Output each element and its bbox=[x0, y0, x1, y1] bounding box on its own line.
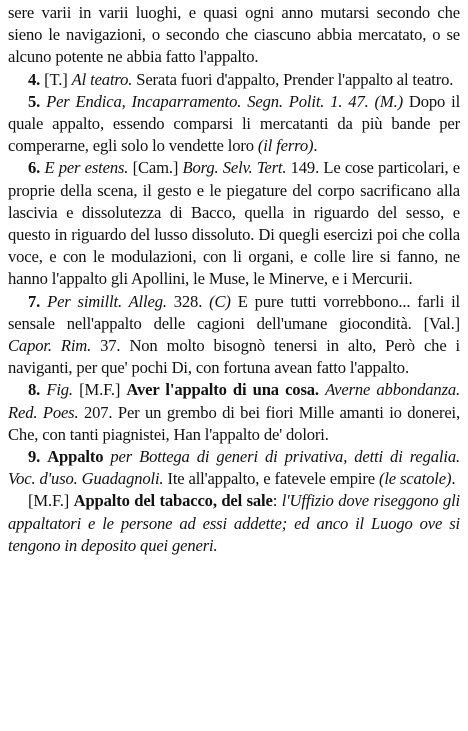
entry-7-tag: [Val.] bbox=[423, 313, 461, 333]
entry-6-term: E per estens. bbox=[44, 158, 129, 178]
entry-9-definition: per Bottega di generi di privativa, detti di regalia. Voc. d'uso. Guadagnoli. bbox=[8, 447, 460, 489]
entry-9-headword: Appalto bbox=[47, 447, 104, 467]
entry-4-term: Al teatro. bbox=[71, 69, 133, 89]
entry-5-term: Per Endica, Incaparramento. Segn. Polit. 1. 47. bbox=[46, 91, 369, 111]
entry-8-phrase: Aver l'appalto di una cosa. bbox=[126, 380, 319, 400]
entry-8-text: 207. Per un grembo di bei fiori Mille amanti io donerei, Che, con tanti piagnistei, Han l'appalto de' dolori. bbox=[8, 402, 460, 444]
entry-9-number: 9. bbox=[28, 447, 41, 467]
entry-6-source: Borg. Selv. Tert. bbox=[182, 158, 287, 178]
entry-6-tag: [Cam.] bbox=[132, 158, 179, 178]
entry-10-colon: : bbox=[272, 491, 278, 511]
entry-5-end: . bbox=[313, 136, 318, 156]
entry-9-end: . bbox=[451, 469, 456, 489]
entry-10-definition: l'Uffizio dove riseggono gli appaltatori e le persone ad essi addette; ed anco il Luogo ove si tengono in deposito quei generi. bbox=[8, 491, 461, 555]
entry-8-source: Red. Poes. bbox=[8, 402, 79, 422]
entry-5-source: (M.) bbox=[374, 91, 403, 111]
entry-9-text: Ite all'appalto, e fatevele empire bbox=[167, 469, 375, 489]
entry-6-page: 149. bbox=[290, 158, 320, 178]
entry-9 bbox=[8, 446, 460, 490]
entry-7-page-2: 37. bbox=[100, 336, 121, 356]
entry-6 bbox=[8, 157, 460, 290]
entry-6-text: Le cose particolari, e proprie della scena, il gesto e le piegature del corpo sacrificano alla lascivia e dissolutezza di Bacco, quella in riguardo del sesso, e questo in riguardo del lusso dissoluto. Di quegli esercizi poi che colla voce, e con le modulazioni, con li organi, e colle lire si fanno, ne hanno l'appalto gli Apollini, le Muse, le Minerve, e i Mercurii. bbox=[8, 158, 461, 289]
entry-5-number: 5. bbox=[28, 91, 41, 111]
entry-7-page: 328. bbox=[173, 291, 203, 311]
entry-9-gloss: (le scatole) bbox=[378, 469, 452, 489]
entry-7-text: E pure tutti vorrebbono... farli il sensale nell'appalto delle cagioni dell'umane giocondità. bbox=[8, 291, 460, 333]
entry-5-text: Dopo il quale appalto, essendo comparsi li mercatanti da più bande per comperarne, egli solo lo vendette loro bbox=[8, 91, 461, 156]
entry-7-text-2: Non molto bisognò tenersi in alto, Però che i naviganti, per que' pochi Di, con fortuna avean fatto l'appalto. bbox=[8, 336, 461, 378]
entry-7 bbox=[8, 291, 460, 380]
entry-7-source: (C) bbox=[209, 291, 231, 311]
entry-8-term: Fig. bbox=[46, 380, 73, 400]
entry-intro-text: sere varii in varii luoghi, e quasi ogni anno mutarsi secondo che sieno le navigazioni, o secondo che ciascuno abbia mercatato, o se alcuno potente ne abbia fatto l'appalto. bbox=[8, 3, 460, 67]
entry-5-gloss: (il ferro) bbox=[257, 136, 314, 156]
entry-4-tag: [T.] bbox=[44, 69, 68, 89]
entry-7-number: 7. bbox=[28, 291, 41, 311]
entry-8-number: 8. bbox=[28, 380, 41, 400]
entry-6-number: 6. bbox=[28, 158, 41, 178]
entry-10 bbox=[8, 490, 460, 557]
entry-4 bbox=[8, 69, 460, 91]
entry-8-tag: [M.F.] bbox=[79, 380, 121, 400]
entry-7-term: Per simillt. Alleg. bbox=[47, 291, 167, 311]
entry-intro bbox=[8, 2, 460, 69]
entry-7-source-2: Capor. Rim. bbox=[8, 336, 92, 356]
entry-8 bbox=[8, 379, 460, 446]
entry-10-tag: [M.F.] bbox=[28, 491, 70, 511]
entry-8-definition: Averne abbondanza. bbox=[325, 380, 461, 400]
entry-5 bbox=[8, 91, 460, 158]
entry-4-text: Serata fuori d'appalto, Prender l'appalto al teatro. bbox=[136, 69, 454, 89]
entry-10-phrase: Appalto del tabacco, del sale bbox=[73, 491, 273, 511]
entry-4-number: 4. bbox=[28, 69, 41, 89]
